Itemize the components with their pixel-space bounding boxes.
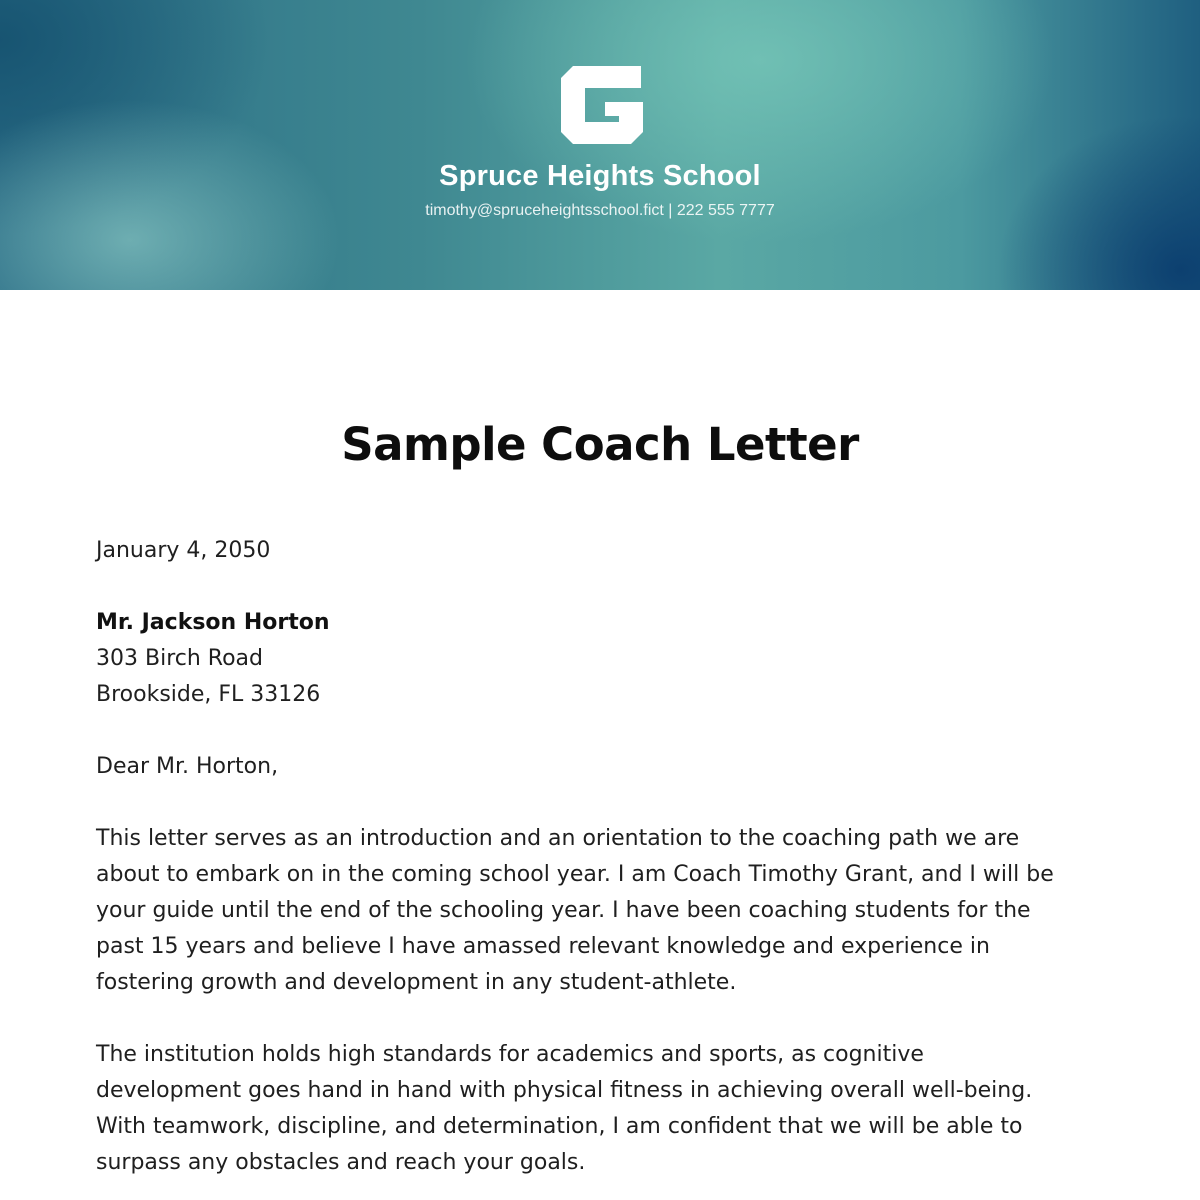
school-name: Spruce Heights School: [439, 160, 761, 192]
paragraph-line: about to embark on in the coming school year. I am Coach Timothy Grant, and I will be: [96, 862, 1054, 887]
paragraph-line: The institution holds high standards for academics and sports, as cognitive: [96, 1042, 924, 1067]
paragraph-line: This letter serves as an introduction and an orientation to the coaching path we are: [96, 826, 1020, 851]
paragraph-line: past 15 years and believe I have amassed relevant knowledge and experience in: [96, 934, 990, 959]
body-paragraph: [96, 821, 1106, 1001]
paragraph-line: your guide until the end of the schooling year. I have been coaching students for the: [96, 898, 1031, 923]
recipient-name: Mr. Jackson Horton: [96, 610, 330, 635]
recipient-street: 303 Birch Road: [96, 646, 263, 671]
body-paragraph: [96, 1037, 1106, 1181]
school-contact-info: timothy@spruceheightsschool.fict | 222 555 7777: [425, 202, 775, 219]
paragraph-line: development goes hand in hand with physical fitness in achieving overall well-being.: [96, 1078, 1033, 1103]
letterhead-banner: [0, 0, 1200, 290]
recipient-block: [96, 605, 1106, 713]
salutation: Dear Mr. Horton,: [96, 754, 279, 779]
school-logo-icon: [561, 66, 643, 144]
paragraph-line: fostering growth and development in any student-athlete.: [96, 970, 737, 995]
recipient-city: Brookside, FL 33126: [96, 682, 321, 707]
letter-date: January 4, 2050: [96, 538, 271, 563]
letter-title: Sample Coach Letter: [341, 418, 859, 471]
paragraph-line: surpass any obstacles and reach your goals.: [96, 1150, 586, 1175]
paragraph-line: With teamwork, discipline, and determination, I am confident that we will be able to: [96, 1114, 1023, 1139]
